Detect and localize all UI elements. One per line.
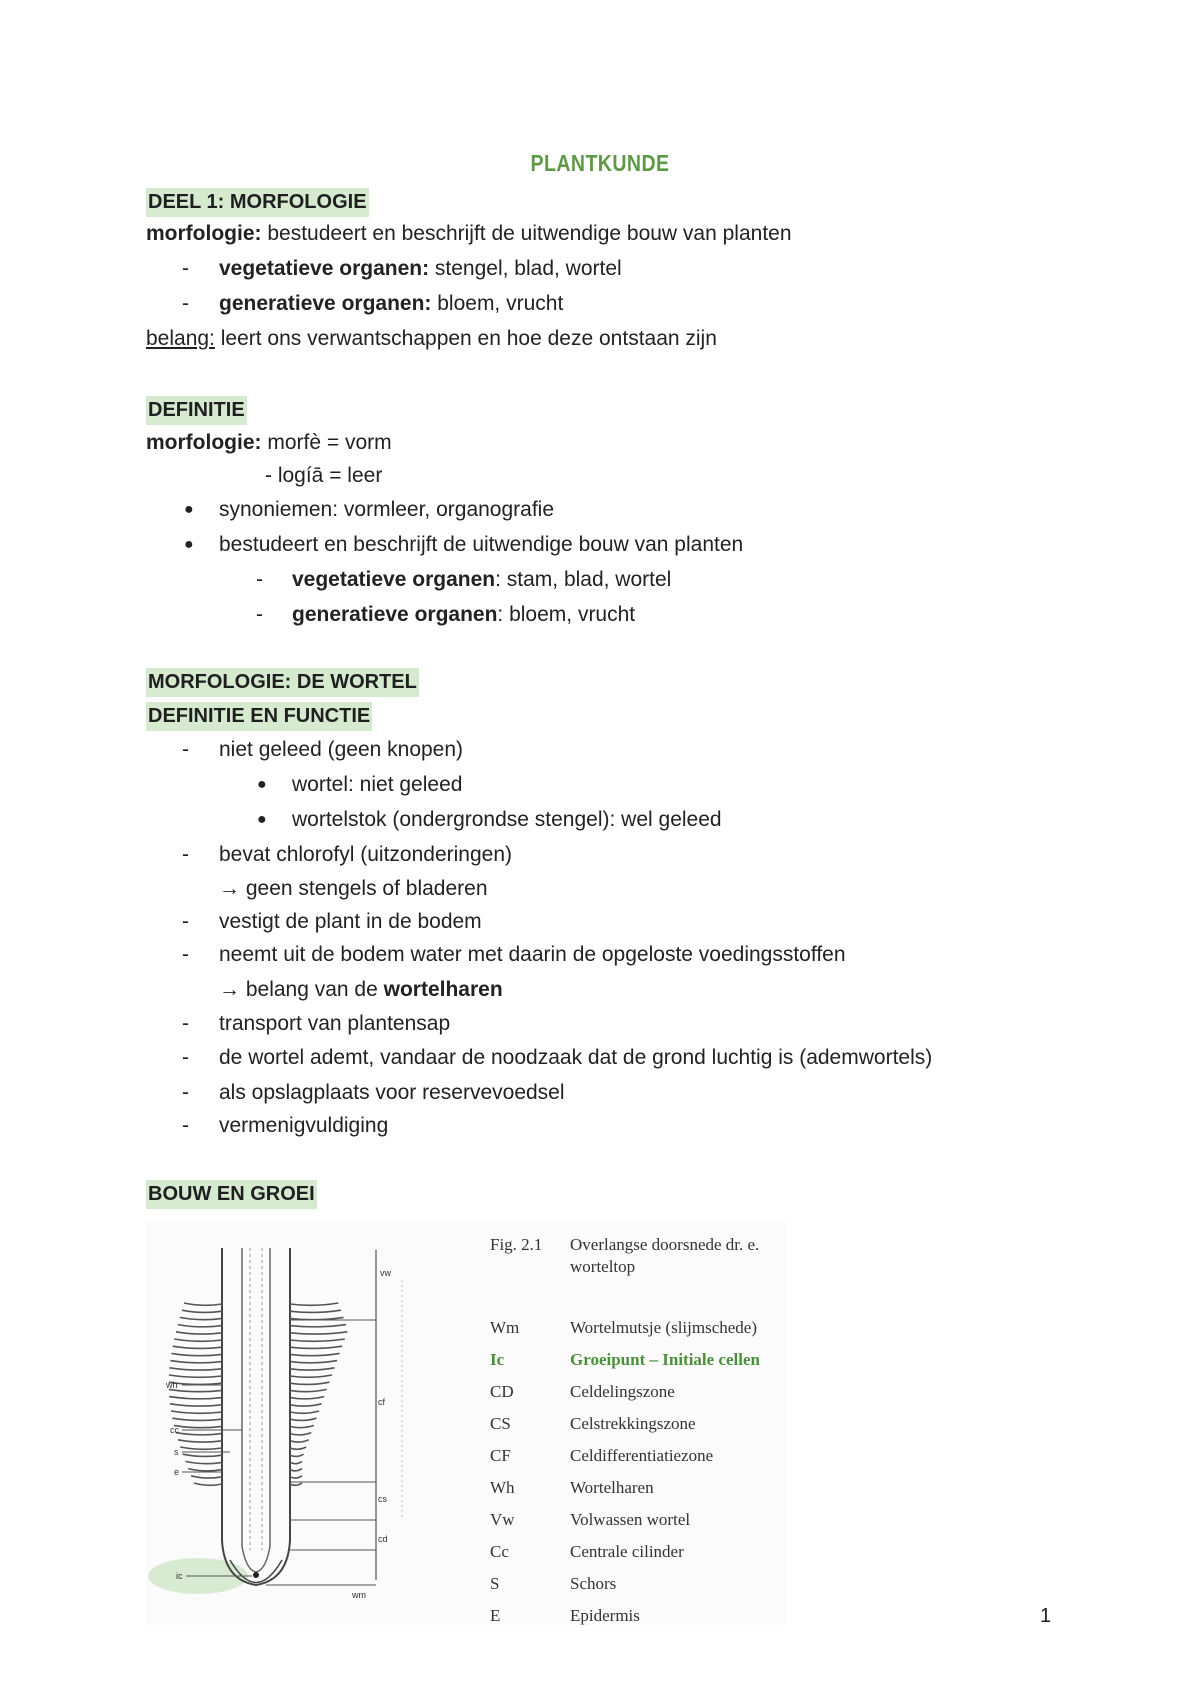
root-hairs-right [290, 1303, 347, 1485]
root-hair [184, 1303, 222, 1305]
term: morfologie: [146, 431, 262, 454]
text: stengel, blad, wortel [429, 257, 622, 280]
term: morfologie: [146, 222, 262, 245]
document-title: PLANTKUNDE [530, 150, 670, 176]
root-hair [290, 1476, 302, 1478]
root-hair [290, 1454, 304, 1456]
label-cs: cs [378, 1494, 387, 1504]
legend-code: Wm [490, 1318, 520, 1337]
section-heading-wortel: MORFOLOGIE: DE WORTEL [146, 668, 419, 697]
list-item [219, 977, 503, 1003]
root-hair [290, 1397, 324, 1399]
list-item: synoniemen: vormleer, organografie [219, 498, 555, 521]
list-item: niet geleed (geen knopen) [219, 738, 464, 761]
dash-bullet: - [182, 1046, 189, 1069]
root-hair [174, 1425, 222, 1427]
legend-label: Volwassen wortel [570, 1510, 691, 1529]
root-hair [290, 1368, 334, 1370]
legend-label: Celdifferentiatiezone [570, 1446, 714, 1465]
legend-label: Celstrekkingszone [570, 1414, 696, 1433]
root-hair [290, 1303, 338, 1305]
root-hair [290, 1361, 337, 1363]
term: generatieve organen [292, 603, 498, 626]
root-hair [178, 1440, 222, 1442]
root-hair [180, 1447, 222, 1449]
root-hairs-left [169, 1303, 222, 1485]
root-hair [290, 1325, 346, 1327]
legend-label: Schors [570, 1574, 617, 1593]
morfologie-line [146, 221, 792, 247]
dash-bullet: - [256, 603, 263, 626]
label-s: s [174, 1447, 179, 1457]
central-cylinder [242, 1248, 270, 1572]
list-item: wortelstok (ondergrondse stengel): wel geleed [292, 808, 722, 831]
root-hair [171, 1353, 222, 1355]
root-hair [171, 1411, 222, 1413]
root-hair [176, 1433, 222, 1435]
root-hair [290, 1433, 311, 1435]
root-hair [290, 1469, 302, 1471]
dash-bullet: - [182, 738, 189, 761]
root-hair [290, 1317, 343, 1319]
text: : bloem, vrucht [497, 603, 636, 626]
dash-bullet: - [182, 943, 189, 966]
root-hair [182, 1310, 222, 1312]
root-hair [183, 1454, 222, 1456]
root-hair [173, 1346, 222, 1348]
legend-label: Centrale cilinder [570, 1542, 684, 1561]
root-hair [176, 1332, 222, 1334]
legend-label: Groeipunt – Initiale cellen [570, 1350, 760, 1369]
list-item: bevat chlorofyl (uitzonderingen) [219, 843, 512, 866]
dash-bullet: - [182, 910, 189, 933]
root-hair [170, 1361, 222, 1363]
legend-label: Wortelharen [570, 1478, 654, 1497]
page-number: 1 [1040, 1605, 1052, 1627]
list-item: als opslagplaats voor reservevoedsel [219, 1081, 565, 1104]
morfologie-definition [146, 430, 392, 456]
label-cc: cc [170, 1425, 179, 1435]
list-item: transport van plantensap [219, 1012, 451, 1035]
root-hair [290, 1483, 302, 1485]
section-heading-bouw: BOUW EN GROEI [146, 1180, 317, 1209]
section-heading-definitie: DEFINITIE [146, 396, 247, 425]
term: vegetatieve organen [292, 568, 496, 591]
list-item [219, 291, 563, 317]
root-hair [290, 1440, 309, 1442]
root-hair [290, 1310, 341, 1312]
figure-caption-line2: worteltop [570, 1257, 636, 1276]
label-e: e [174, 1467, 180, 1477]
root-hair [290, 1382, 329, 1384]
root-outline [222, 1248, 290, 1585]
figure-number: Fig. 2.1 [490, 1235, 543, 1254]
logia-line: - logíā = leer [265, 464, 383, 487]
bullet-dot: ● [184, 501, 194, 518]
dash-bullet: - [182, 257, 189, 280]
label-wh: wh [166, 1380, 178, 1390]
legend-code: CD [490, 1382, 514, 1401]
legend-code: S [490, 1574, 500, 1593]
label-cf: cf [378, 1397, 386, 1407]
root-hair [290, 1404, 322, 1406]
root-hair [290, 1418, 316, 1420]
legend-code: Ic [490, 1350, 505, 1369]
legend-code: CF [490, 1446, 511, 1465]
legend-label: Wortelmutsje (slijmschede) [570, 1318, 757, 1337]
bullet-dot: ● [257, 776, 267, 793]
root-hair [290, 1346, 342, 1348]
label-cd: cd [378, 1534, 388, 1544]
term: belang: [146, 327, 215, 350]
section-heading-definitie-functie: DEFINITIE EN FUNCTIE [146, 702, 372, 731]
dash-bullet: - [182, 1114, 189, 1137]
text: morfè = vorm [261, 431, 392, 454]
list-item: → geen stengels of bladeren [219, 877, 488, 900]
text: leert ons verwantschappen en hoe deze ontstaan zijn [214, 327, 717, 350]
list-item: bestudeert en beschrijft de uitwendige bouw van planten [219, 533, 744, 556]
dash-bullet: - [182, 292, 189, 315]
root-hair [169, 1397, 222, 1399]
legend-code: Wh [490, 1478, 515, 1497]
root-hair [172, 1418, 222, 1420]
root-hair [170, 1368, 222, 1370]
root-hair [290, 1425, 314, 1427]
root-hair [290, 1339, 345, 1341]
root-hair [290, 1332, 347, 1334]
root-hair [290, 1447, 306, 1449]
bullet-dot: ● [257, 811, 267, 828]
root-hair [290, 1353, 340, 1355]
figure-root-tip [146, 1220, 786, 1625]
list-item: neemt uit de bodem water met daarin de opgeloste voedingsstoffen [219, 943, 846, 966]
dash-bullet: - [182, 1012, 189, 1035]
bullet-dot: ● [184, 536, 194, 553]
list-item [292, 567, 671, 593]
root-hair [188, 1469, 222, 1471]
list-item: vestigt de plant in de bodem [219, 910, 482, 933]
list-item: de wortel ademt, vandaar de noodzaak dat de grond luchtig is (ademwortels) [219, 1046, 933, 1069]
term: generatieve organen: [219, 292, 432, 315]
ic-point [253, 1572, 259, 1578]
root-hair [170, 1404, 222, 1406]
list-item [219, 256, 622, 282]
root-hair [174, 1339, 222, 1341]
root-hair [191, 1476, 222, 1478]
term: wortelharen [383, 978, 503, 1001]
legend-code: CS [490, 1414, 511, 1433]
term: vegetatieve organen: [219, 257, 430, 280]
dash-bullet: - [182, 843, 189, 866]
root-hair [178, 1325, 222, 1327]
list-item [292, 602, 635, 628]
section-heading-deel1: DEEL 1: MORFOLOGIE [146, 188, 369, 217]
legend-code: E [490, 1606, 501, 1625]
root-hair [185, 1461, 222, 1463]
belang-line [146, 326, 717, 352]
figure-caption-line1: Overlangse doorsnede dr. e. [570, 1235, 760, 1254]
root-hair [290, 1461, 302, 1463]
root-hair [290, 1375, 332, 1377]
dash-bullet: - [182, 1081, 189, 1104]
label-wm: wm [352, 1590, 366, 1600]
list-item: vermenigvuldiging [219, 1114, 389, 1137]
dash-bullet: - [256, 568, 263, 591]
legend-code: Cc [490, 1542, 509, 1561]
root-hair [290, 1389, 327, 1391]
root-hair [180, 1317, 222, 1319]
root-hair [290, 1411, 319, 1413]
text: bestudeert en beschrijft de uitwendige bouw van planten [261, 222, 792, 245]
legend-label: Epidermis [570, 1606, 640, 1625]
text: bloem, vrucht [431, 292, 564, 315]
text: : stam, blad, wortel [495, 568, 672, 591]
text: → belang van de [219, 978, 384, 1001]
legend-code: Vw [490, 1510, 515, 1529]
list-item: wortel: niet geleed [292, 773, 463, 796]
label-ic: ic [176, 1571, 183, 1581]
root-hair [194, 1483, 222, 1485]
legend-label: Celdelingszone [570, 1382, 675, 1401]
root-hair [169, 1375, 222, 1377]
label-vw: vw [380, 1268, 391, 1278]
